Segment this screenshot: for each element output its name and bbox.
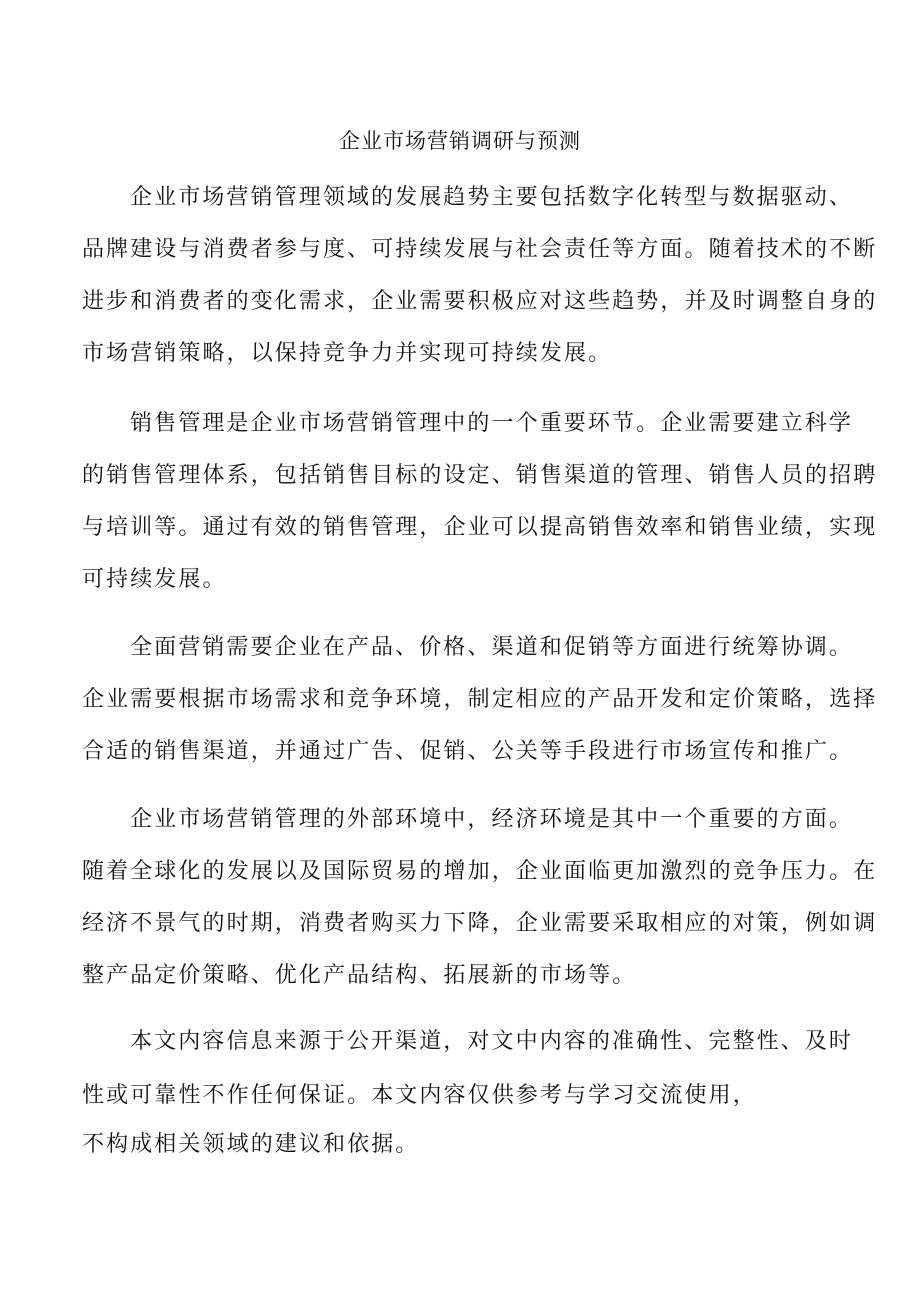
paragraph-line: 整产品定价策略、优化产品结构、拓展新的市场等。 xyxy=(82,963,637,988)
paragraph-line: 本文内容信息来源于公开渠道，对文中内容的准确性、完整性、及时 xyxy=(130,1029,854,1054)
paragraph-line: 的销售管理体系，包括销售目标的设定、销售渠道的管理、销售人员的招聘 xyxy=(82,463,878,488)
paragraph-line: 可持续发展。 xyxy=(82,567,227,592)
disclaimer-paragraph xyxy=(82,1016,854,1166)
paragraph-line: 性或可靠性不作任何保证。本文内容仅供参考与学习交流使用， xyxy=(82,1083,757,1108)
paragraph-line: 企业需要根据市场需求和竞争环境，制定相应的产品开发和定价策略，选择 xyxy=(82,687,878,712)
paragraph-line: 市场营销策略，以保持竞争力并实现可持续发展。 xyxy=(82,341,613,366)
paragraph-1 xyxy=(82,172,878,380)
paragraph-line: 随着全球化的发展以及国际贸易的增加，企业面临更加激烈的竞争压力。在 xyxy=(82,859,878,884)
paragraph-line: 品牌建设与消费者参与度、可持续发展与社会责任等方面。随着技术的不断 xyxy=(82,237,878,262)
paragraph-line: 不构成相关领域的建议和依据。 xyxy=(82,1132,420,1157)
paragraph-line: 企业市场营销管理的外部环境中，经济环境是其中一个重要的方面。 xyxy=(130,807,854,832)
paragraph-line: 销售管理是企业市场营销管理中的一个重要环节。企业需要建立科学 xyxy=(130,411,854,436)
paragraph-line: 与培训等。通过有效的销售管理，企业可以提高销售效率和销售业绩，实现 xyxy=(82,515,878,540)
paragraph-line: 企业市场营销管理领域的发展趋势主要包括数字化转型与数据驱动、 xyxy=(130,185,854,210)
paragraph-line: 全面营销需要企业在产品、价格、渠道和促销等方面进行统筹协调。 xyxy=(130,635,854,660)
paragraph-line: 进步和消费者的变化需求，企业需要积极应对这些趋势，并及时调整自身的 xyxy=(82,289,878,314)
document-title: 企业市场营销调研与预测 xyxy=(339,129,581,153)
paragraph-3 xyxy=(82,622,878,778)
paragraph-line: 合适的销售渠道，并通过广告、促销、公关等手段进行市场宣传和推广。 xyxy=(82,739,854,764)
paragraph-4 xyxy=(82,794,878,1002)
paragraph-2 xyxy=(82,398,878,606)
paragraph-line: 经济不景气的时期，消费者购买力下降，企业需要采取相应的对策，例如调 xyxy=(82,911,878,936)
